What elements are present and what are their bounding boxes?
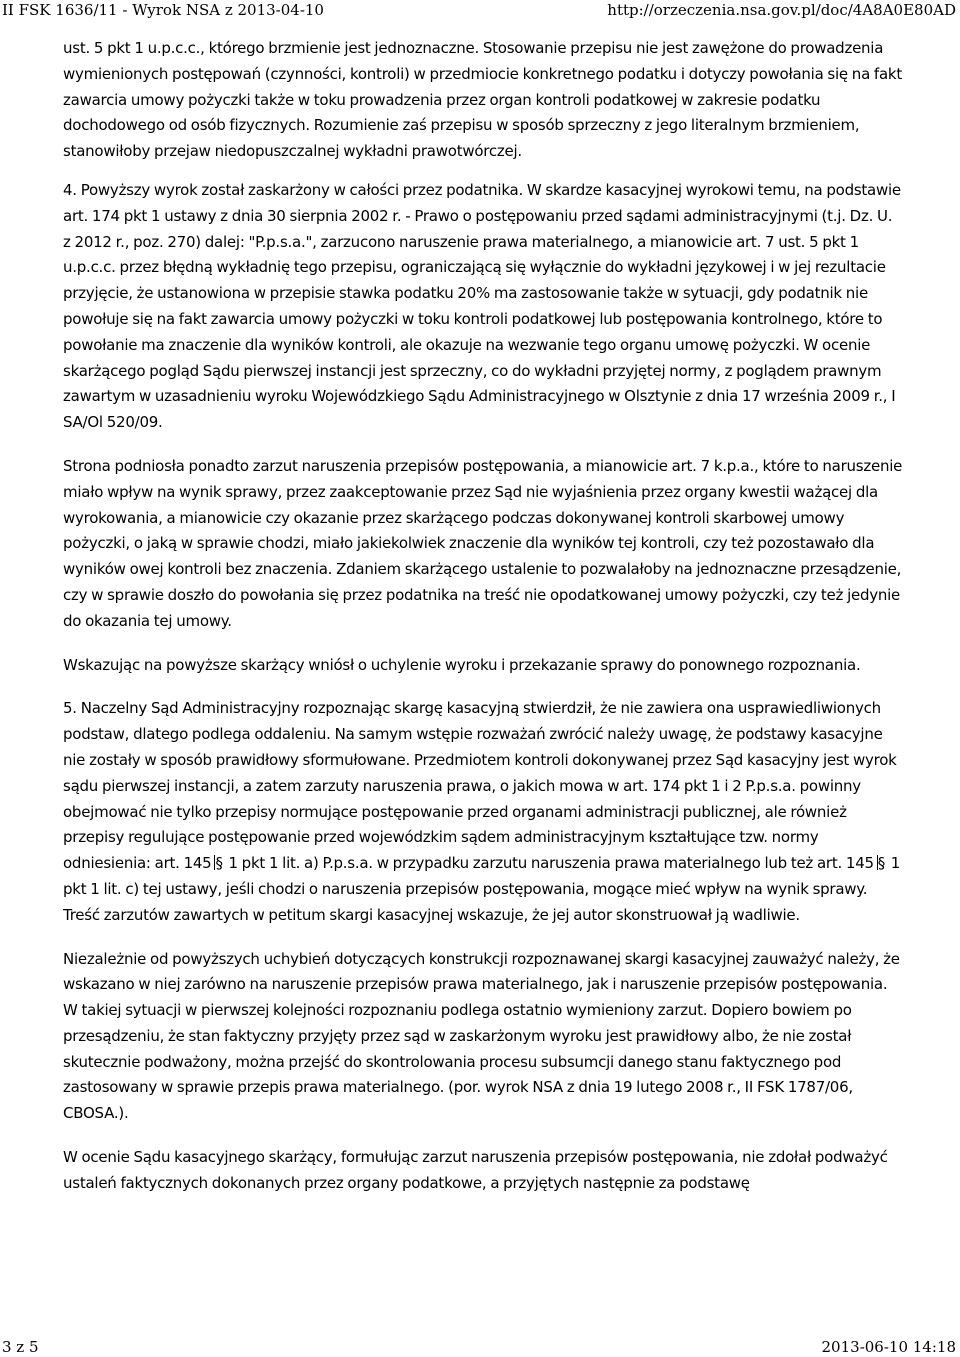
paragraph-5-part-2: 1 pkt 1 lit. a) P.p.s.a. w przypadku zarzutu naruszenia prawa materialnego lub też art. 145	[228, 854, 874, 873]
paragraph-6: Niezależnie od powyższych uchybień dotyczących konstrukcji rozpoznawanej skargi kasacyjnej zauważyć należy, że wskazano w niej zarówno na naruszenie przepisów prawa materialnego, jak i naruszenie przepisów postępowania. W takiej sytuacji w pierwszej kolejności rozpoznaniu podlega ostatnio wymieniony zarzut. Dopiero bowiem po przesądzeniu, że stan faktyczny przyjęty przez sąd w zaskarżonym wyroku jest prawidłowy albo, że nie został skutecznie podważony, można przejść do skontrolowania procesu subsumcji danego stanu faktycznego pod zastosowany w sprawie przepis prawa materialnego. (por. wyrok NSA z dnia 19 lutego 2008 r., II FSK 1787/06, CBOSA.).	[63, 949, 900, 1123]
page-footer	[2, 1337, 956, 1357]
document-url[interactable]: http://orzeczenia.nsa.gov.pl/doc/4A8A0E80AD	[607, 1, 956, 19]
paragraph-5	[63, 696, 903, 928]
paragraph-2: 4. Powyższy wyrok został zaskarżony w całości przez podatnika. W skardze kasacyjnej wyrokowi temu, na podstawie art. 174 pkt 1 ustawy z dnia 30 sierpnia 2002 r. - Prawo o postępowaniu przed sądami administracyjnymi (t.j. Dz. U. z 2012 r., poz. 270) dalej: "P.p.s.a.", zarzucono naruszenie prawa materialnego, a mianowicie art. 7 ust. 5 pkt 1 u.p.c.c. przez błędną wykładnię tego przepisu, ograniczającą się wyłącznie do wykładni językowej i w jej rezultacie przyjęcie, że ustanowiona w przepisie stawka podatku 20% ma zastosowanie także w sytuacji, gdy podatnik nie powołuje się na fakt zawarcia umowy pożyczki w toku kontroli podatkowej lub postępowania kontrolnego, które to powołanie ma znaczenie dla wyników kontroli, ale okazuje na wezwanie tego organu umowę pożyczki. W ocenie skarżącego pogląd Sądu pierwszej instancji jest sprzeczny, co do wykładni przyjętej normy, z poglądem prawnym zawartym w uzasadnieniu wyroku Wojewódzkiego Sądu Administracyjnego w Olsztynie z dnia 17 września 2009 r., I SA/Ol 520/09.	[63, 180, 901, 432]
document-title: II FSK 1636/11 - Wyrok NSA z 2013-04-10	[2, 1, 324, 19]
paragraph-7: W ocenie Sądu kasacyjnego skarżący, formułując zarzut naruszenia przepisów postępowania, nie zdołał podważyć ustaleń faktycznych dokonanych przez organy podatkowe, a przyjętych następnie za podstawę	[63, 1148, 888, 1192]
paragraph-1: ust. 5 pkt 1 u.p.c.c., którego brzmienie jest jednoznaczne. Stosowanie przepisu nie jest zawężone do prowadzenia wymienionych postępowań (czynności, kontroli) w przedmiocie konkretnego podatku i dotyczy powołania się na fakt zawarcia umowy pożyczki także w toku prowadzenia przez organ kontroli podatkowej w zakresie podatku dochodowego od osób fizycznych. Rozumienie zaś przepisu w sposób sprzeczny z jego literalnym brzmieniem, stanowiłoby przejaw niedopuszczalnej wykładni prawotwórczej.	[63, 39, 902, 161]
section-sign-icon	[214, 855, 225, 870]
document-body	[63, 36, 903, 1215]
paragraph-5-part-3: 1 pkt 1 lit. c) tej ustawy, jeśli chodzi o naruszenia przepisów postępowania, mogące mieć wpływ na wynik sprawy. Treść zarzutów zawartych w petitum skargi kasacyjnej wskazuje, że jej autor skonstruował ją wadliwie.	[63, 854, 901, 924]
paragraph-5-part-1: 5. Naczelny Sąd Administracyjny rozpoznając skargę kasacyjną stwierdził, że nie zawiera ona usprawiedliwionych podstaw, dlatego podlega oddaleniu. Na samym wstępie rozważań zwrócić należy uwagę, że podstawy kasacyjne nie zostały w sposób prawidłowy sformułowane. Przedmiotem kontroli dokonywanej przez Sąd kasacyjny jest wyrok sądu pierwszej instancji, a zatem zarzuty naruszenia prawa, o jakich mowa w art. 174 pkt 1 i 2 P.p.s.a. powinny obejmować nie tylko przepisy normujące postępowanie przed organami administracji publicznej, ale również przepisy regulujące postępowanie przed wojewódzkim sądem administracyjnym kształtujące tzw. normy odniesienia: art. 145	[63, 699, 897, 873]
page-header	[2, 0, 956, 20]
section-sign-icon	[877, 855, 888, 870]
paragraph-3: Strona podniosła ponadto zarzut naruszenia przepisów postępowania, a mianowicie art. 7 k.p.a., które to naruszenie miało wpływ na wynik sprawy, przez zaakceptowanie przez Sąd nie wyjaśnienia przez organy kwestii ważącej dla wyrokowania, a mianowicie czy okazanie przez skarżącego podczas dokonywanej kontroli skarbowej umowy pożyczki, o jaką w sprawie chodzi, miało jakiekolwiek znaczenie dla wyników tej kontroli, czy też pozostawało dla wyników owej kontroli bez znaczenia. Zdaniem skarżącego ustalenie to pozwalałoby na jednoznaczne przesądzenie, czy w sprawie doszło do powołania się przez podatnika na treść nie opodatkowanej umowy pożyczki, czy też jedynie do okazania tej umowy.	[63, 456, 903, 630]
page-number: 3 z 5	[2, 1338, 39, 1356]
print-datetime: 2013-06-10 14:18	[821, 1338, 956, 1356]
paragraph-4: Wskazując na powyższe skarżący wniósł o uchylenie wyroku i przekazanie sprawy do ponownego rozpoznania.	[63, 655, 861, 674]
